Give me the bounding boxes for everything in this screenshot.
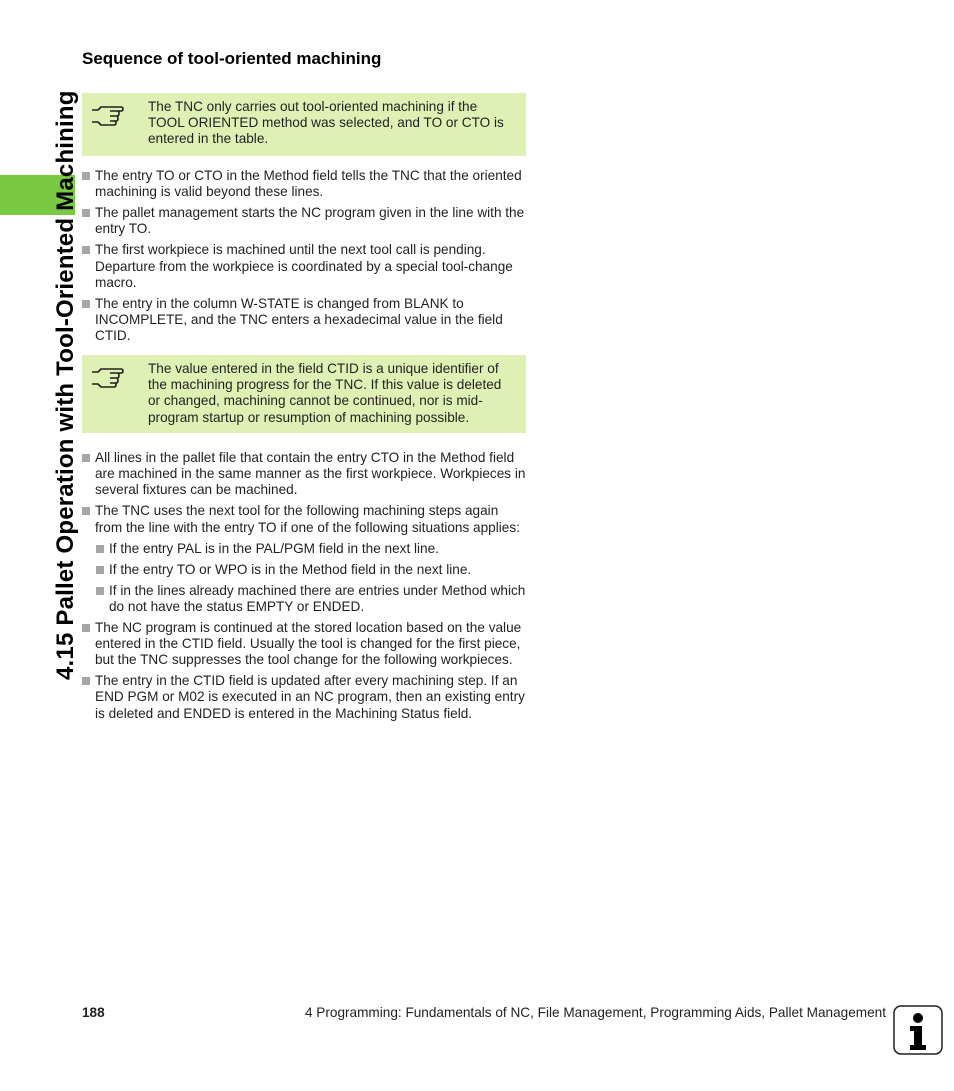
chapter-title: 4 Programming: Fundamentals of NC, File Management, Programming Aids, Pallet Management — [304, 1005, 886, 1020]
note-text: The TNC only carries out tool-oriented machining if the TOOL ORIENTED method was selected, and TO or CTO is entered in the table. — [148, 99, 504, 147]
warning-note-box — [82, 355, 526, 433]
note-text: The value entered in the field CTID is a unique identifier of the machining progress for the TNC. If this value is deleted or changed, machining cannot be continued, nor is mid-program startup or resumption of machining possible. — [148, 361, 502, 425]
list-item: The first workpiece is machined until the next tool call is pending. Departure from the workpiece is coordinated by a special tool-change macro. — [82, 242, 528, 291]
list-item: The NC program is continued at the stored location based on the value entered in the CTID field. Usually the tool is changed for the first piece, but the TNC suppresses the tool change for the following workpieces. — [82, 620, 528, 669]
pointing-hand-icon — [90, 101, 126, 129]
list-item: The pallet management starts the NC program given in the line with the entry TO. — [82, 205, 528, 237]
list-item: The entry in the column W-STATE is changed from BLANK to INCOMPLETE, and the TNC enters a hexadecimal value in the field CTID. — [82, 296, 528, 345]
sub-list-item: If the entry PAL is in the PAL/PGM field in the next line. — [96, 541, 528, 557]
pointing-hand-icon — [90, 363, 126, 391]
side-section-title: 4.15 Pallet Operation with Tool-Oriented Machining — [52, 90, 79, 680]
list-item: The TNC uses the next tool for the following machining steps again from the line with the entry TO if one of the following situations applies: — [82, 503, 528, 535]
sub-list-item: If in the lines already machined there are entries under Method which do not have the status EMPTY or ENDED. — [96, 583, 528, 615]
list-item: All lines in the pallet file that contain the entry CTO in the Method field are machined in the same manner as the first workpiece. Workpieces in several fixtures can be machined. — [82, 450, 528, 499]
section-heading: Sequence of tool-oriented machining — [82, 49, 382, 68]
page-number: 188 — [82, 1005, 105, 1020]
list-item: The entry in the CTID field is updated after every machining step. If an END PGM or M02 is executed in an NC program, then an existing entry is deleted and ENDED is entered in the Machining Status field. — [82, 673, 528, 722]
info-icon — [893, 1005, 943, 1055]
step-list-2 — [82, 450, 528, 727]
list-item: The entry TO or CTO in the Method field tells the TNC that the oriented machining is valid beyond these lines. — [82, 168, 528, 200]
sub-list-item: If the entry TO or WPO is in the Method field in the next line. — [96, 562, 528, 578]
step-list-1 — [82, 168, 528, 349]
note-box — [82, 93, 526, 156]
